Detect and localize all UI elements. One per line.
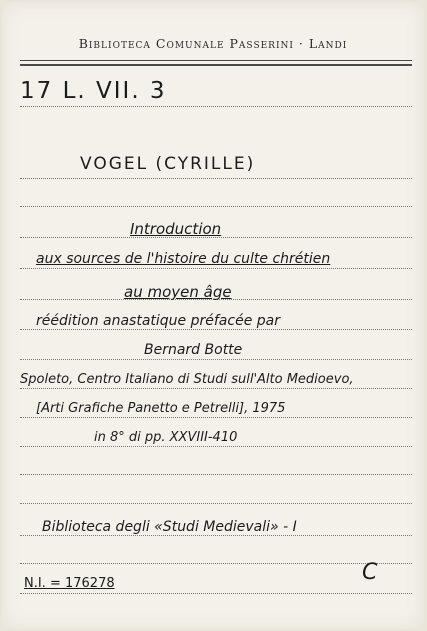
dotted-line — [20, 417, 412, 418]
dotted-line — [20, 474, 412, 475]
header-rule-thick — [20, 64, 412, 66]
header-rule-thin — [20, 60, 412, 61]
title-line-2: aux sources de l'histoire du culte chrétien — [36, 251, 331, 267]
dotted-line — [20, 593, 412, 594]
dotted-line — [20, 503, 412, 504]
title-line-1: Introduction — [130, 220, 222, 238]
shelfmark: 17 L. VII. 3 — [20, 78, 167, 104]
dotted-line — [20, 563, 412, 564]
dotted-line — [20, 106, 412, 107]
dotted-line — [20, 388, 412, 389]
library-header: Biblioteca Comunale Passerini · Landi — [78, 36, 348, 51]
dotted-line — [20, 535, 412, 536]
catalog-card — [2, 2, 424, 629]
editor-name: Bernard Botte — [144, 342, 243, 358]
dotted-line — [20, 329, 412, 330]
dotted-line — [20, 268, 412, 269]
imprint-printer-date: [Arti Grafiche Panetto e Petrelli], 1975 — [36, 401, 286, 416]
author-name: VOGEL (CYRILLE) — [80, 154, 256, 174]
imprint-place-publisher: Spoleto, Centro Italiano di Studi sull'Alto Medioevo, — [20, 372, 354, 387]
corner-mark: C — [362, 560, 378, 585]
dotted-line — [20, 206, 412, 207]
physical-description: in 8° di pp. XXVIII-410 — [94, 430, 238, 445]
dotted-line — [20, 178, 412, 179]
dotted-line — [20, 446, 412, 447]
dotted-line — [20, 359, 412, 360]
inventory-number: N.I. = 176278 — [24, 576, 115, 591]
series-statement: Biblioteca degli «Studi Medievali» - I — [42, 519, 297, 535]
title-line-3: au moyen âge — [124, 283, 232, 301]
edition-statement: réédition anastatique préfacée par — [36, 313, 280, 329]
